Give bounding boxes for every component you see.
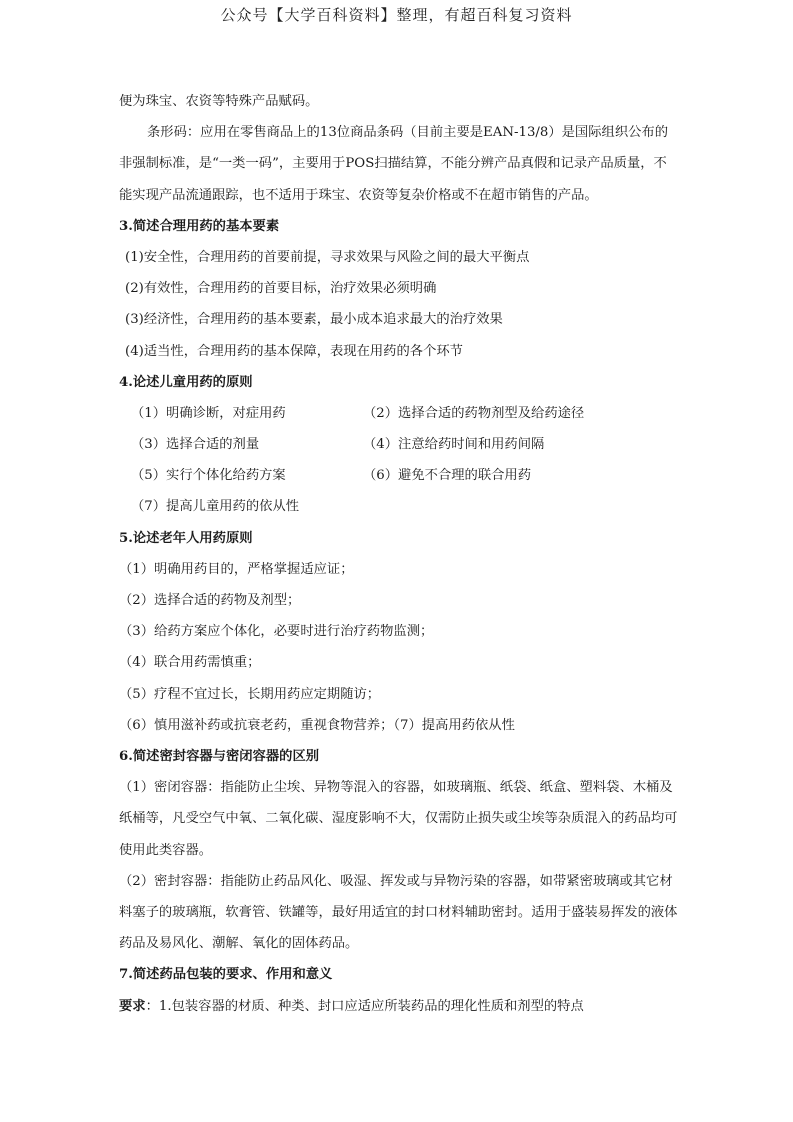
sec4-item-2: （2）选择合适的药物剂型及给药途径	[363, 405, 585, 421]
sec3-item-2: (2)有效性，合理用药的首要目标，治疗效果必须明确	[125, 281, 437, 297]
sec7-requirements	[119, 991, 679, 1022]
requirements-text: ：1.包装容器的材质、种类、封口应适应所装药品的理化性质和剂型的特点	[145, 998, 584, 1014]
requirements-label: 要求	[119, 998, 146, 1014]
sec5-item-4: （4）联合用药需慎重；	[119, 655, 261, 671]
document-body	[119, 86, 679, 1022]
sec3-item-1: (1)安全性，合理用药的首要前提，寻求效果与风险之间的最大平衡点	[125, 249, 530, 265]
section-4-title: 4.论述儿童用药的原则	[119, 374, 253, 390]
section-6-title: 6.简述密封容器与密闭容器的区别	[119, 748, 320, 764]
page-header: 公众号【大学百科资料】整理，有超百科复习资料	[220, 6, 573, 24]
sec4-item-6: （6）避免不合理的联合用药	[363, 468, 532, 484]
sec6-paragraph-1: （1）密闭容器：指能防止尘埃、异物等混入的容器，如玻璃瓶、纸袋、纸盒、塑料袋、木桶及纸桶等，凡受空气中氧、二氧化碳、湿度影响不大，仅需防止损失或尘埃等杂质混入的药品均可使用此类容器。	[119, 780, 678, 858]
intro-line: 便为珠宝、农资等特殊产品赋码。	[119, 94, 319, 109]
sec5-item-1: （1）明确用药目的，严格掌握适应证；	[119, 561, 354, 577]
section-7-title: 7.简述药品包装的要求、作用和意义	[119, 967, 333, 983]
sec4-item-4: （4）注意给药时间和用药间隔	[363, 437, 545, 453]
sec5-item-2: （2）选择合适的药物及剂型；	[119, 593, 301, 609]
section-3-title: 3.简述合理用药的基本要素	[119, 218, 280, 234]
sec4-row-2	[119, 429, 679, 460]
sec4-item-7: （7）提高儿童用药的依从性	[131, 499, 300, 515]
sec4-row-1	[119, 398, 679, 429]
sec5-item-3: （3）给药方案应个体化，必要时进行治疗药物监测；	[119, 624, 434, 640]
barcode-paragraph: 条形码：应用在零售商品上的13位商品条码（目前主要是EAN-13/8）是国际组织公布的非强制标准，是“一类一码”，主要用于POS扫描结算，不能分辨产品真假和记录产品质量，不能实现产品流通跟踪，也不适用于珠宝、农资等复杂价格或不在超市销售的产品。	[119, 125, 669, 203]
sec5-item-6: （6）慎用滋补药或抗衰老药，重视食物营养；（7）提高用药依从性	[119, 717, 515, 733]
sec6-paragraph-2: （2）密封容器：指能防止药品风化、吸湿、挥发或与异物污染的容器，如带紧密玻璃或其它材料塞子的玻璃瓶，软膏管、铁罐等，最好用适宜的封口材料辅助密封。适用于盛装易挥发的液体药品及易风化、潮解、氧化的固体药品。	[119, 873, 678, 952]
sec5-item-5: （5）疗程不宜过长，长期用药应定期随访；	[119, 686, 381, 702]
section-5-title: 5.论述老年人用药原则	[119, 530, 253, 546]
sec3-item-3: (3)经济性，合理用药的基本要素，最小成本追求最大的治疗效果	[125, 312, 503, 328]
sec4-item-1: （1）明确诊断，对症用药	[131, 405, 286, 421]
sec4-item-5: （5）实行个体化给药方案	[131, 468, 286, 484]
sec4-item-3: （3）选择合适的剂量	[131, 437, 260, 453]
sec3-item-4: (4)适当性，合理用药的基本保障，表现在用药的各个环节	[125, 343, 463, 359]
sec4-row-3	[119, 460, 679, 491]
